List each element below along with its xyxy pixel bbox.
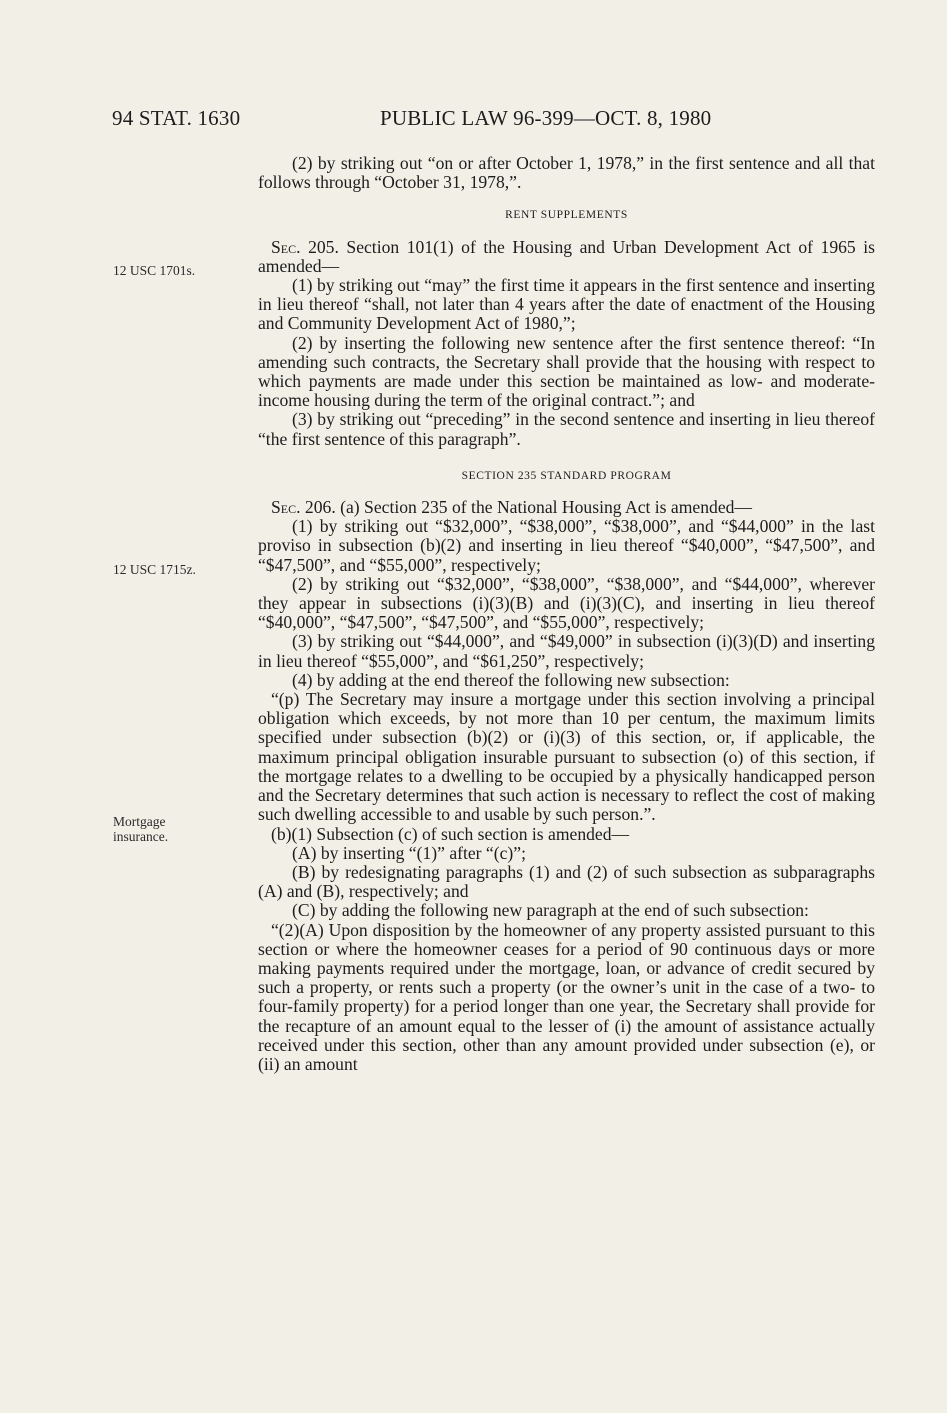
stat-page-number: 94 STAT. 1630 bbox=[112, 106, 241, 130]
clause-205-1: (1) by striking out “may” the first time it appears in the first sentence and inserting in lieu thereof “shall, not later than 4 years after the date of enactment of the Housing and Community Development Act of 1980,”; bbox=[258, 275, 875, 334]
clause-205-2: (2) by inserting the following new sentence after the first sentence thereof: “In amending such contracts, the Secretary shall provide that the housing with respect to which payments are made under this section be maintained as low- and moderate-income housing during the term of the original contract.”; and bbox=[258, 332, 875, 411]
clause-206-3: (3) by striking out “$44,000”, and “$49,000” in subsection (i)(3)(D) and inserting in lieu thereof “$55,000”, and “$61,250”, respectively; bbox=[258, 631, 875, 671]
section-206-intro bbox=[258, 498, 875, 517]
clause-206-bB: (B) by redesignating paragraphs (1) and (2) of such subsection as subparagraphs (A) and (B), respectively; and bbox=[258, 861, 875, 902]
clause-206-bA: (A) by inserting “(1)” after “(c)”; bbox=[292, 842, 526, 863]
margin-note-usc-1701s: 12 USC 1701s. bbox=[113, 263, 196, 278]
section-206-text: 206. (a) Section 235 of the National Housing Act is amended— bbox=[300, 497, 753, 518]
new-paragraph-2A: “(2)(A) Upon disposition by the homeowner of any property assisted pursuant to this section or where the homeowner ceases for a period of 90 continuous days or more making payments required under the mortgage, loan, or advance of credit secured by such a property, or rents such a property (or the owner’s unit in the case of a two- to four-family property) for a period longer than one year, the Secretary shall provide for the recapture of an amount equal to the lesser of (i) the amount of assistance actually received under this section, other than any amount provided under subsection (e), or (ii) an amount bbox=[258, 919, 875, 1074]
clause-206-1: (1) by striking out “$32,000”, “$38,000”, “$38,000”, and “$44,000” in the last proviso in subsection (b)(2) and inserting in lieu thereof “$40,000”, “$47,500”, and “$47,500”, and “$55,000”, respectively; bbox=[258, 516, 875, 575]
margin-note-line: insurance. bbox=[113, 829, 169, 844]
clause-206-b1: (b)(1) Subsection (c) of such section is amended— bbox=[271, 823, 630, 844]
clause-206-4: (4) by adding at the end thereof the following new subsection: bbox=[292, 669, 730, 690]
clause-206-bC: (C) by adding the following new paragraph at the end of such subsection: bbox=[292, 900, 809, 921]
section-heading-rent-supplements: RENT SUPPLEMENTS bbox=[505, 209, 628, 222]
section-label: Sec. bbox=[271, 236, 301, 257]
clause-205-3: (3) by striking out “preceding” in the second sentence and inserting in lieu thereof “the first sentence of this paragraph”. bbox=[258, 409, 875, 449]
section-205-intro bbox=[258, 238, 875, 276]
margin-note-line: Mortgage bbox=[113, 814, 166, 829]
page-header bbox=[112, 106, 872, 136]
section-heading-235-program: SECTION 235 STANDARD PROGRAM bbox=[461, 469, 672, 482]
paragraph-strike-date: (2) by striking out “on or after October 1, 1978,” in the first sentence and all that follows through “October 31, 1978,”. bbox=[258, 153, 875, 193]
section-label: Sec. bbox=[271, 497, 301, 518]
section-205-text: 205. Section 101(1) of the Housing and Urban Development Act of 1965 is amended— bbox=[258, 236, 875, 276]
margin-note-usc-1715z: 12 USC 1715z. bbox=[113, 562, 196, 577]
clause-206-2: (2) by striking out “$32,000”, “$38,000”, “$38,000”, and “$44,000”, wherever they appear in subsections (i)(3)(B) and (i)(3)(C), and inserting in lieu thereof “$40,000”, “$47,500”, “$47,500”, and “$55,000”, respectively; bbox=[258, 573, 875, 633]
new-subsection-p: “(p) The Secretary may insure a mortgage under this section involving a principal obligation which exceeds, by not more than 10 per centum, the maximum limits specified under subsection (b)(2) or (i)(3) of this section, or, if applicable, the maximum principal obligation insurable pursuant to subsection (o) of this section, if the mortgage relates to a dwelling to be occupied by a physically handicapped person and the Secretary determines that such action is necessary to reflect the cost of making such dwelling accessible to and usable by such person.”. bbox=[258, 689, 875, 825]
public-law-title: PUBLIC LAW 96-399—OCT. 8, 1980 bbox=[380, 106, 712, 130]
margin-note-mortgage-insurance bbox=[113, 814, 168, 844]
statute-body bbox=[258, 154, 875, 1074]
